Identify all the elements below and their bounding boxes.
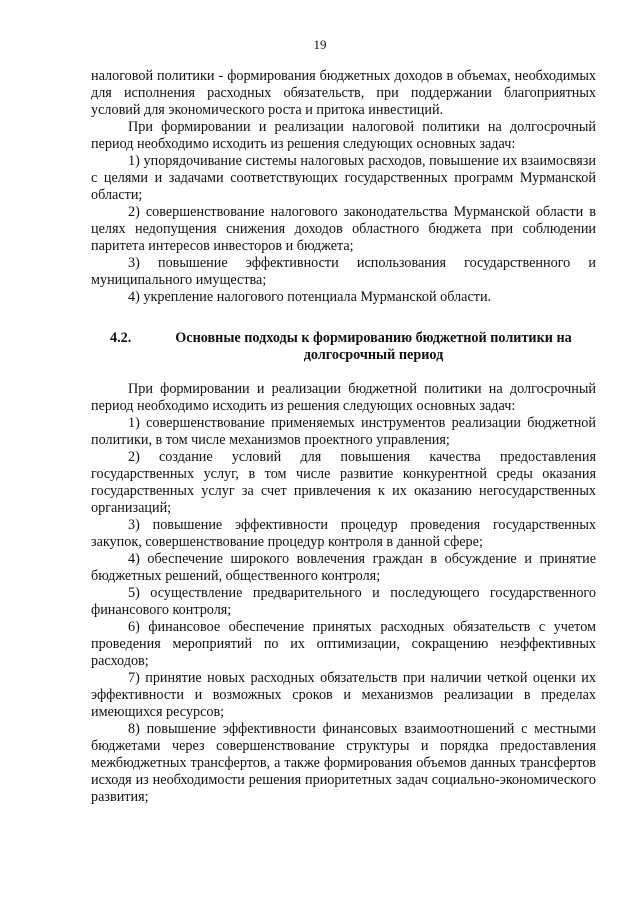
paragraph: 2) совершенствование налогового законодательства Мурманской области в целях недопущения снижения доходов областного бюджета при соблюдении паритета интересов инвесторов и бюджета; [91, 204, 596, 254]
section-number: 4.2. [110, 330, 132, 346]
paragraph: 5) осуществление предварительного и последующего государственного финансового контроля; [91, 585, 596, 618]
section-heading [91, 330, 596, 364]
paragraph: При формировании и реализации бюджетной политики на долгосрочный период необходимо исходить из решения следующих основных задач: [91, 381, 596, 414]
paragraph: 4) укрепление налогового потенциала Мурманской области. [128, 289, 492, 305]
paragraph: 2) создание условий для повышения качества предоставления государственных услуг, в том числе развитие конкурентной среды оказания государственных услуг за счет привлечения к их оказанию негосударственных организаций; [91, 449, 596, 516]
budget-policy-section [91, 381, 596, 806]
paragraph: 3) повышение эффективности процедур проведения государственных закупок, совершенствование процедур контроля в данной сфере; [91, 517, 596, 550]
paragraph: 8) повышение эффективности финансовых взаимоотношений с местными бюджетами через совершенствование структуры и порядка предоставления межбюджетных трансфертов, а также формирования объемов данных трансфертов исходя из необходимости решения приоритетных задач социально-экономического развития; [91, 721, 596, 805]
paragraph: 1) совершенствование применяемых инструментов реализации бюджетной политики, в том числе механизмов проектного управления; [91, 415, 596, 448]
paragraph: 6) финансовое обеспечение принятых расходных обязательств с учетом проведения мероприятий по их оптимизации, сокращению неэффективных расходов; [91, 619, 596, 669]
section-title: Основные подходы к формированию бюджетной политики на долгосрочный период [175, 330, 572, 363]
paragraph: 1) упорядочивание системы налоговых расходов, повышение их взаимосвязи с целями и задачами соответствующих государственных программ Мурманской области; [91, 153, 596, 203]
tax-policy-section [91, 68, 596, 306]
page-number: 19 [313, 37, 327, 52]
paragraph: 3) повышение эффективности использования государственного и муниципального имущества; [91, 255, 596, 288]
paragraph: При формировании и реализации налоговой политики на долгосрочный период необходимо исходить из решения следующих основных задач: [91, 119, 596, 152]
paragraph: 7) принятие новых расходных обязательств при наличии четкой оценки их эффективности и возможных сроков и механизмов реализации в пределах имеющихся ресурсов; [91, 670, 596, 720]
paragraph: 4) обеспечение широкого вовлечения граждан в обсуждение и принятие бюджетных решений, общественного контроля; [91, 551, 596, 584]
paragraph: налоговой политики - формирования бюджетных доходов в объемах, необходимых для исполнения расходных обязательств, при поддержании благоприятных условий для экономического роста и притока инвестиций. [91, 68, 596, 118]
